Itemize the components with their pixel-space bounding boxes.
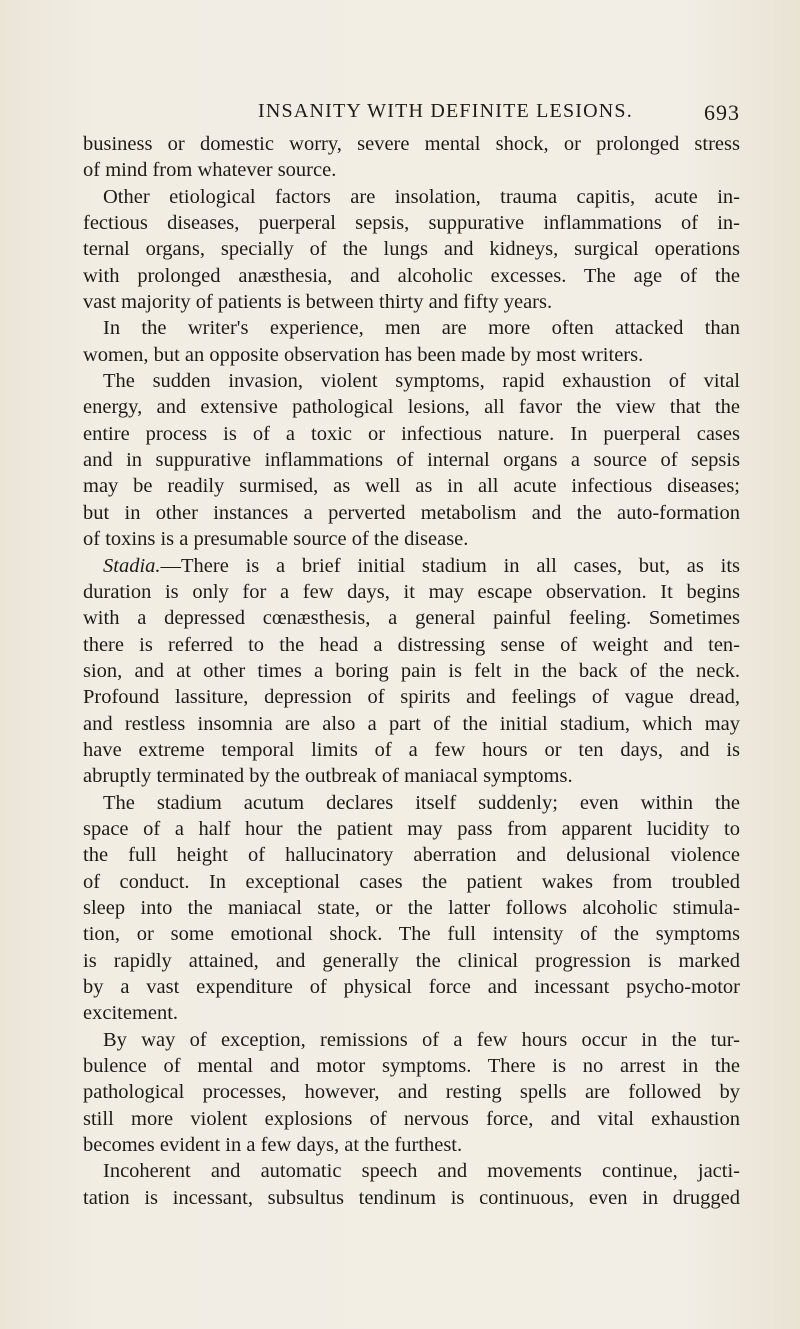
text-run: —There is a brief initial stadium in all cases, but, as its bbox=[160, 554, 740, 577]
text-line: have extreme temporal limits of a few hours or ten days, and is bbox=[83, 738, 740, 761]
text-line: still more violent explosions of nervous force, and vital exhaustion bbox=[83, 1107, 740, 1130]
text-line: of conduct. In exceptional cases the patient wakes from troubled bbox=[83, 870, 740, 893]
text-line: pathological processes, however, and resting spells are followed by bbox=[83, 1081, 740, 1104]
text-line: there is referred to the head a distressing sense of weight and ten- bbox=[83, 633, 740, 656]
text-line: may be readily surmised, as well as in all acute infectious diseases; bbox=[83, 475, 740, 498]
text-line: tion, or some emotional shock. The full intensity of the symptoms bbox=[83, 923, 740, 946]
text-line: Incoherent and automatic speech and movements continue, jacti- bbox=[103, 1160, 740, 1183]
text-line: In the writer's experience, men are more often attacked than bbox=[103, 317, 740, 340]
text-line: and in suppurative inflammations of internal organs a source of sepsis bbox=[83, 449, 740, 472]
text-line: Other etiological factors are insolation, trauma capitis, acute in- bbox=[103, 185, 740, 208]
text-line: duration is only for a few days, it may escape observation. It begins bbox=[83, 580, 740, 603]
text-line: vast majority of patients is between thirty and fifty years. bbox=[83, 291, 553, 314]
text-line: by a vast expenditure of physical force and incessant psycho-motor bbox=[83, 976, 740, 998]
text-line: with prolonged anæsthesia, and alcoholic excesses. The age of the bbox=[83, 264, 740, 287]
text-line: business or domestic worry, severe mental shock, or prolonged stress bbox=[83, 133, 740, 155]
text-line: women, but an opposite observation has been made by most writers. bbox=[83, 343, 644, 366]
text-line: abruptly terminated by the outbreak of maniacal symptoms. bbox=[83, 765, 573, 788]
text-line: sion, and at other times a boring pain is felt in the back of the neck. bbox=[83, 659, 740, 682]
body-text bbox=[83, 131, 740, 1211]
text-line: excitement. bbox=[83, 1002, 179, 1025]
page-header bbox=[258, 100, 740, 130]
section-heading-stadia: Stadia. bbox=[103, 554, 161, 577]
running-title: INSANITY WITH DEFINITE LESIONS. bbox=[258, 100, 633, 122]
text-line: is rapidly attained, and generally the clinical progression is marked bbox=[83, 949, 740, 972]
text-line: space of a half hour the patient may pass from apparent lucidity to bbox=[83, 817, 740, 840]
text-line: and restless insomnia are also a part of the initial stadium, which may bbox=[83, 712, 740, 735]
text-line: fectious diseases, puerperal sepsis, suppurative inflammations of in- bbox=[83, 212, 740, 235]
text-line: becomes evident in a few days, at the furthest. bbox=[83, 1134, 463, 1157]
text-line: The stadium acutum declares itself suddenly; even within the bbox=[103, 791, 740, 814]
text-line: By way of exception, remissions of a few hours occur in the tur- bbox=[103, 1028, 740, 1051]
text-line: bulence of mental and motor symptoms. There is no arrest in the bbox=[83, 1055, 740, 1078]
text-line: but in other instances a perverted metabolism and the auto-formation bbox=[83, 501, 740, 524]
text-line: of mind from whatever source. bbox=[83, 159, 337, 182]
text-line: ternal organs, specially of the lungs and kidneys, surgical operations bbox=[83, 238, 740, 261]
page-number: 693 bbox=[704, 100, 740, 125]
text-line: tation is incessant, subsultus tendinum is continuous, even in drugged bbox=[83, 1186, 740, 1209]
text-line: Profound lassiture, depression of spirits and feelings of vague dread, bbox=[83, 686, 740, 709]
text-line: with a depressed cœnæsthesis, a general painful feeling. Sometimes bbox=[83, 607, 740, 630]
text-line: energy, and extensive pathological lesions, all favor the view that the bbox=[83, 396, 740, 419]
text-line: of toxins is a presumable source of the disease. bbox=[83, 528, 469, 551]
text-line: sleep into the maniacal state, or the latter follows alcoholic stimula- bbox=[83, 896, 740, 919]
text-line: entire process is of a toxic or infectious nature. In puerperal cases bbox=[83, 422, 740, 445]
text-line: The sudden invasion, violent symptoms, rapid exhaustion of vital bbox=[103, 370, 740, 393]
text-line bbox=[83, 553, 740, 579]
text-line: the full height of hallucinatory aberration and delusional violence bbox=[83, 844, 740, 867]
